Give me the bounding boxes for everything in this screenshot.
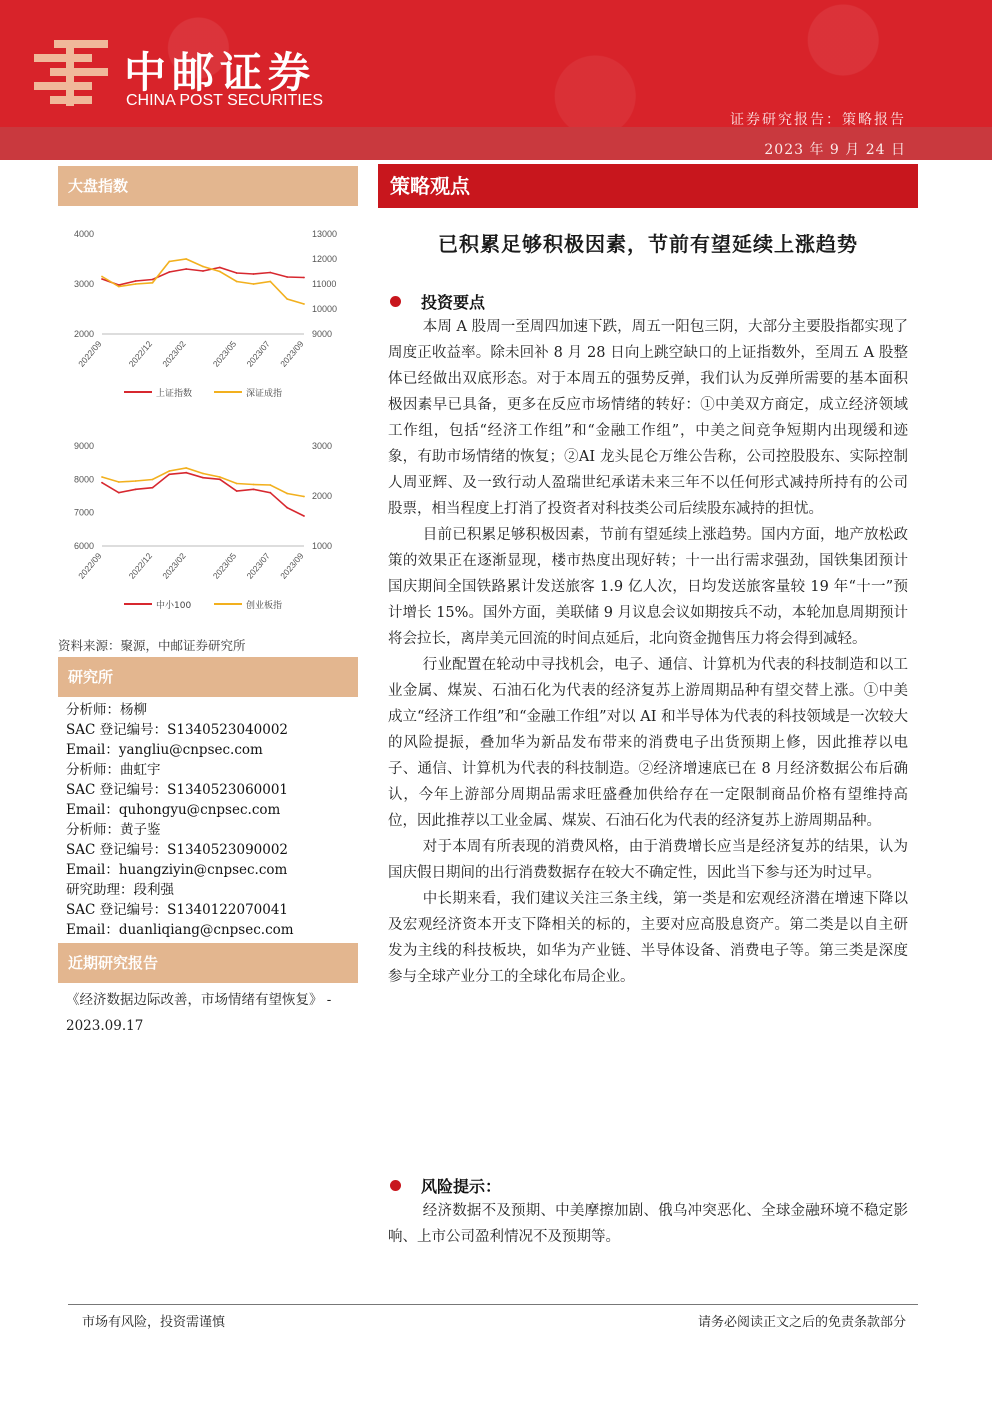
series-point — [236, 272, 238, 274]
series-point — [152, 279, 154, 281]
y-tick-label-left: 7000 — [73, 507, 94, 518]
series-point — [286, 493, 288, 495]
series-line-right — [102, 468, 304, 497]
footer-divider — [68, 1304, 918, 1305]
y-tick-label-right: 2000 — [312, 491, 333, 501]
y-tick-label-left: 9000 — [73, 441, 94, 451]
series-point — [152, 282, 154, 284]
series-point — [253, 283, 255, 285]
series-point — [118, 286, 120, 288]
market-index-chart-2 — [62, 430, 352, 620]
series-point — [236, 483, 238, 485]
series-point — [202, 266, 204, 268]
recent-report-link[interactable]: 《经济数据边际改善，市场情绪有望恢复》 - 2023.09.17 — [66, 992, 332, 1034]
key-points-heading — [390, 290, 485, 313]
series-point — [236, 490, 238, 492]
series-point — [219, 267, 221, 269]
series-point — [219, 476, 221, 478]
analyst-line[interactable]: Email：duanliqiang@cnpsec.com — [66, 922, 294, 938]
y-tick-label-right: 12000 — [312, 254, 338, 264]
key-points-body — [388, 314, 908, 990]
series-point — [101, 482, 103, 484]
chart-source: 资料来源：聚源，中邮证券研究所 — [58, 638, 246, 653]
series-point — [168, 473, 170, 475]
series-point — [269, 272, 271, 274]
china-post-logo-icon — [32, 38, 112, 110]
y-tick-label-right: 3000 — [312, 441, 333, 451]
series-point — [303, 515, 305, 517]
series-point — [286, 276, 288, 278]
footer-disclaimer-left: 市场有风险，投资需谨慎 — [82, 1315, 226, 1330]
x-tick-label: 2022/09 — [76, 338, 104, 369]
series-point — [269, 281, 271, 283]
series-point — [219, 271, 221, 273]
series-point — [118, 492, 120, 494]
analyst-line: SAC 登记编号：S1340523060001 — [66, 782, 289, 798]
paragraph: 中长期来看，我们建议关注三条主线，第一类是和宏观经济潜在增速下降以及宏观经济资本开支下降相关的标的，主要对应高股息资产。第二类是以自主研发为主线的科技板块，如华为产业链、半导体设备、消费电子等。第三类是深度参与全球产业分工的全球化布局企业。 — [388, 891, 908, 985]
y-tick-label-right: 9000 — [312, 329, 333, 339]
legend-label: 创业板指 — [246, 601, 283, 611]
analyst-line: 分析师：黄子鉴 — [66, 822, 161, 838]
market-index-heading: 大盘指数 — [58, 166, 358, 206]
series-point — [202, 270, 204, 272]
legend-label: 中小100 — [156, 601, 192, 611]
recent-reports-heading: 近期研究报告 — [58, 943, 358, 983]
series-point — [168, 470, 170, 472]
risk-heading — [390, 1174, 501, 1197]
bullet-dot-icon — [390, 296, 401, 307]
series-point — [253, 484, 255, 486]
x-tick-label: 2023/05 — [210, 550, 239, 581]
series-point — [101, 276, 103, 278]
report-date: 2023 年 9 月 24 日 — [764, 142, 906, 158]
series-point — [303, 496, 305, 498]
y-tick-label-right: 1000 — [312, 541, 333, 551]
analyst-line[interactable]: Email：huangziyin@cnpsec.com — [66, 862, 288, 878]
series-point — [135, 480, 137, 482]
x-tick-label: 2022/12 — [126, 550, 155, 581]
series-point — [269, 492, 271, 494]
series-point — [152, 479, 154, 481]
series-point — [236, 281, 238, 283]
legend-label: 深证成指 — [246, 389, 283, 399]
y-tick-label-right: 13000 — [312, 229, 338, 239]
analyst-line: 分析师：杨柳 — [66, 702, 147, 718]
paragraph: 行业配置在轮动中寻找机会，电子、通信、计算机为代表的科技制造和以工业金属、煤炭、石油石化为代表的经济复苏上游周期品种有望交替上涨。①中美成立“经济工作组”和“金融工作组”对以 AI 和半导体为代表的科技领域是一次较大的风险提振，叠加华为新品发布带来的消费电子出货预期上修，因此推荐以电子、通信、计算机为代表的科技制造。②经济增速底已在 8 月经济数据公布后确认，今年上游部分周期品需求旺盛叠加供给存在一定限制商品价格有望维持高位，因此推荐以工业金属、煤炭、石油石化为代表的经济复苏上游周期品种。 — [388, 657, 908, 829]
x-tick-label: 2022/12 — [126, 338, 155, 369]
series-point — [185, 268, 187, 270]
series-point — [286, 298, 288, 300]
x-tick-label: 2023/07 — [244, 338, 272, 369]
y-tick-label-left: 3000 — [73, 279, 94, 289]
report-title: 已积累足够积极因素，节前有望延续上涨趋势 — [438, 232, 858, 256]
series-point — [185, 467, 187, 469]
series-line-left — [102, 473, 304, 516]
legend-label: 上证指数 — [156, 389, 193, 399]
analyst-line: SAC 登记编号：S1340523090002 — [66, 842, 289, 858]
footer-disclaimer-right: 请务必阅读正文之后的免责条款部分 — [697, 1315, 906, 1330]
series-point — [168, 261, 170, 263]
series-point — [185, 472, 187, 474]
series-point — [101, 278, 103, 280]
x-tick-label: 2023/09 — [278, 550, 306, 581]
x-tick-label: 2023/07 — [244, 550, 272, 581]
series-point — [286, 507, 288, 509]
series-point — [219, 478, 221, 480]
risk-body — [388, 1198, 908, 1250]
series-point — [253, 273, 255, 275]
series-point — [135, 488, 137, 490]
series-point — [118, 481, 120, 483]
key-points-label: 投资要点 — [421, 293, 486, 312]
report-type: 证券研究报告：策略报告 — [730, 112, 906, 128]
series-point — [168, 271, 170, 273]
strategy-view-heading: 策略观点 — [378, 164, 918, 208]
brand-name-cn: 中邮证券 — [124, 48, 317, 97]
x-tick-label: 2023/05 — [210, 338, 239, 369]
bullet-dot-icon — [390, 1180, 401, 1191]
series-point — [135, 280, 137, 282]
analyst-line[interactable]: Email：quhongyu@cnpsec.com — [66, 802, 281, 818]
analyst-line: SAC 登记编号：S1340122070041 — [66, 902, 289, 918]
series-point — [269, 484, 271, 486]
paragraph: 本周 A 股周一至周四加速下跌，周五一阳包三阴，大部分主要股指都实现了周度正收益率。除未回补 8 月 28 日向上跳空缺口的上证指数外，至周五 A 股整体已经做出双底形态。对于本周五的强势反弹，我们认为反弹所需要的基本面积极因素早已具备，更多在反应市场情绪的转好：①中美双方商定，成立经济领域工作组，包括“经济工作组”和“金融工作组”，中美之间竞争短期内出现缓和迹象，有助市场情绪的恢复；②AI 龙头昆仑万维公告称，公司控股股东、实际控制人周亚辉、及一致行动人盈瑞世纪承诺未来三年不以任何形式减持所持有的公司股票，相当程度上打消了投资者对科技类公司后续股东减持的担忧。 — [388, 319, 908, 517]
analyst-line: 研究助理：段利强 — [66, 882, 174, 898]
y-tick-label-left: 4000 — [73, 229, 94, 239]
series-point — [101, 476, 103, 478]
x-tick-label: 2023/09 — [278, 338, 306, 369]
analyst-line: SAC 登记编号：S1340523040002 — [66, 722, 289, 738]
x-tick-label: 2022/09 — [76, 550, 104, 581]
analyst-line: 分析师：曲虹宇 — [66, 762, 161, 778]
analyst-line[interactable]: Email：yangliu@cnpsec.com — [66, 742, 263, 758]
risk-paragraph: 经济数据不及预期、中美摩擦加剧、俄乌冲突恶化、全球金融环境不稳定影响、上市公司盈利情况不及预期等。 — [388, 1203, 908, 1245]
x-tick-label: 2023/02 — [160, 550, 188, 581]
research-institute-heading: 研究所 — [58, 657, 358, 697]
analyst-list — [66, 700, 294, 940]
x-tick-label: 2023/02 — [160, 338, 188, 369]
market-index-chart-1 — [62, 218, 352, 408]
y-tick-label-right: 10000 — [312, 304, 338, 314]
y-tick-label-right: 11000 — [312, 279, 337, 289]
y-tick-label-left: 8000 — [73, 474, 94, 485]
paragraph: 对于本周有所表现的消费风格，由于消费增长应当是经济复苏的结果，认为国庆假日期间的出行消费数据存在较大不确定性，因此当下参与还为时过早。 — [388, 839, 908, 881]
series-point — [202, 473, 204, 475]
series-point — [303, 277, 305, 279]
paragraph: 目前已积累足够积极因素，节前有望延续上涨趋势。国内方面，地产放松政策的效果正在逐渐显现，楼市热度出现好转；十一出行需求强劲，国铁集团预计国庆期间全国铁路累计发送旅客 1.9 亿人次，日均发送旅客量较 19 年“十一”预计增长 15%。国外方面，美联储 9 月议息会议如期按兵不动，本轮加息周期预计将会拉长，离岸美元回流的时间点延后，北向资金抛售压力将会得到减轻。 — [388, 527, 908, 647]
series-point — [152, 487, 154, 489]
risk-label: 风险提示： — [421, 1177, 502, 1196]
y-tick-label-left: 6000 — [73, 541, 94, 551]
y-tick-label-left: 2000 — [73, 329, 94, 339]
series-point — [253, 488, 255, 490]
series-point — [202, 477, 204, 479]
series-point — [185, 258, 187, 260]
series-point — [135, 283, 137, 285]
brand-name-en: CHINA POST SECURITIES — [126, 92, 324, 109]
series-point — [303, 303, 305, 305]
